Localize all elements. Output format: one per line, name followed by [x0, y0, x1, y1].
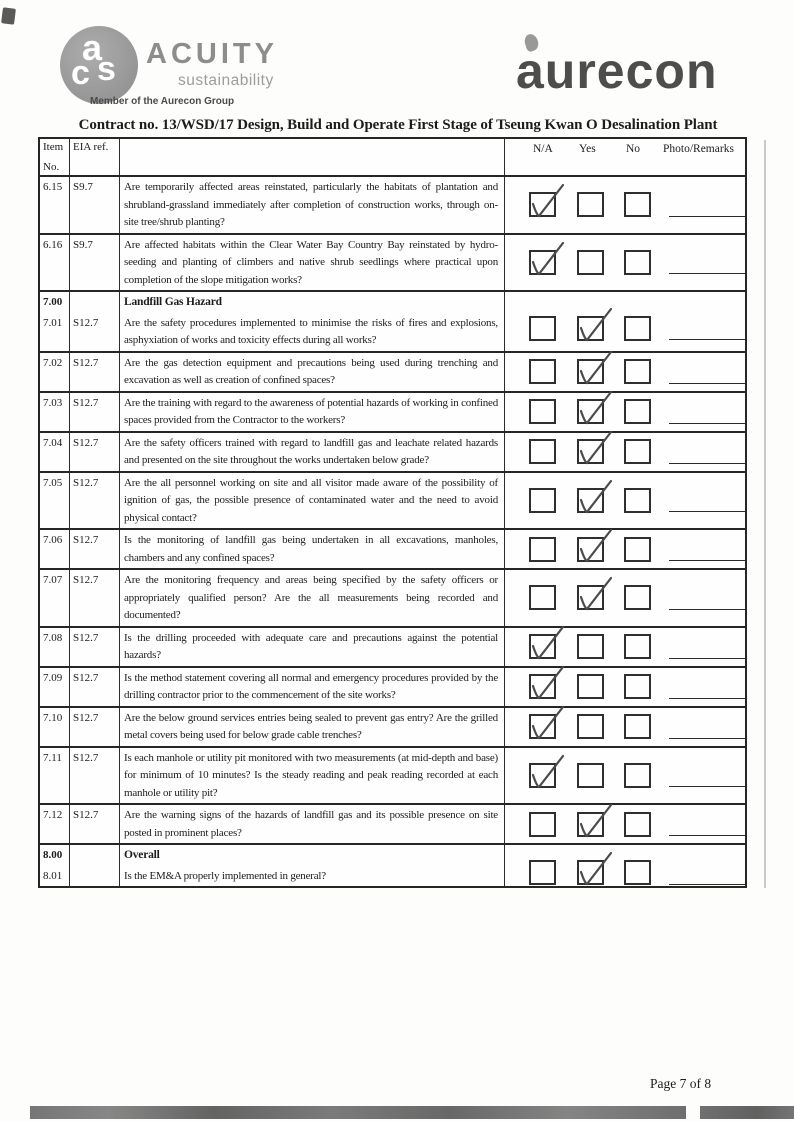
row-entry: [40, 292, 509, 313]
acuity-monogram-icon: [60, 26, 138, 104]
row-entry: [40, 473, 509, 529]
section-heading: Landfill Gas Hazard: [120, 292, 505, 313]
column-header-item-no: [40, 139, 70, 175]
eia-ref: S9.7: [70, 235, 120, 291]
item-no: 7.09: [40, 668, 70, 706]
item-no: 7.11: [40, 748, 70, 804]
question-text: Is the EM&A properly implemented in general?: [120, 866, 505, 887]
scan-artifact-bar-right: [700, 1106, 794, 1119]
remarks-line: [669, 884, 745, 885]
checkbox-yes: [577, 250, 604, 275]
checkbox-no: [624, 399, 651, 424]
table-row: [40, 568, 745, 626]
remarks-line: [669, 560, 745, 561]
aurecon-wordmark: aurecon: [516, 43, 718, 99]
row-left-columns: [40, 708, 509, 746]
column-header-question: [120, 139, 505, 175]
eia-ref: S12.7: [70, 313, 120, 351]
checkbox-no: [624, 634, 651, 659]
question-text: Are the safety officers trained with regard to landfill gas and leachate related hazards and presented on the site throughout the works undertaken below grade?: [120, 433, 505, 471]
item-no: 7.03: [40, 393, 70, 431]
eia-ref: S12.7: [70, 393, 120, 431]
scan-artifact-bar: [30, 1106, 686, 1119]
table-row: [40, 706, 745, 746]
question-text: Are temporarily affected areas reinstated, particularly the habitats of plantation and shrubland-grassland immediately after completion of construction works, through on-site tree/shrub planting?: [120, 177, 505, 233]
row-left-columns: [40, 177, 509, 233]
checkbox-na: [529, 860, 556, 885]
checkbox-no: [624, 439, 651, 464]
row-entry: [40, 530, 509, 568]
row-entry: [40, 235, 509, 291]
checkbox-no: [624, 812, 651, 837]
table-row: [40, 803, 745, 843]
row-entry: [40, 866, 509, 887]
checkbox-yes: [577, 812, 604, 837]
scan-page-edge-line: [764, 140, 766, 888]
remarks-line: [669, 216, 745, 217]
acuity-tagline: sustainability: [178, 72, 274, 89]
answer-cell: [509, 570, 745, 626]
question-text: Are affected habitats within the Clear Water Bay Country Bay reinstated by hydro-seeding and planting of climbers and native shrub seedlings where practical upon completion of the slope mitigation works?: [120, 235, 505, 291]
row-left-columns: [40, 570, 509, 626]
answer-cell: [509, 177, 745, 233]
remarks-line: [669, 273, 745, 274]
row-left-columns: [40, 473, 509, 529]
checkmark-icon: [527, 238, 569, 282]
eia-ref: S12.7: [70, 748, 120, 804]
row-left-columns: [40, 292, 509, 351]
scan-artifact-corner: [1, 7, 16, 24]
row-left-columns: [40, 805, 509, 843]
row-entry: [40, 313, 509, 351]
answer-cell: [509, 235, 745, 291]
checkbox-na: [529, 714, 556, 739]
checkmark-icon: [527, 180, 569, 224]
question-text: Are the below ground services entries being sealed to prevent gas entry? Are the grilled metal covers being used for below grade cable trenches?: [120, 708, 505, 746]
row-entry: [40, 570, 509, 626]
eia-ref: S12.7: [70, 805, 120, 843]
checkbox-na: [529, 439, 556, 464]
remarks-line: [669, 609, 745, 610]
checkbox-yes: [577, 316, 604, 341]
monogram-letter-c: c: [71, 54, 90, 92]
row-left-columns: [40, 845, 509, 886]
answer-cell: [509, 393, 745, 431]
checkmark-icon: [527, 662, 569, 706]
row-entry: [40, 805, 509, 843]
question-text: Are the monitoring frequency and areas being specified by the safety officers or appropriately qualified person? Are the all measurements being recorded and documented?: [120, 570, 505, 626]
checkbox-yes: [577, 359, 604, 384]
eia-ref: S12.7: [70, 433, 120, 471]
checkmark-icon: [575, 347, 617, 391]
answer-cell: [509, 748, 745, 804]
table-row: [40, 351, 745, 391]
row-entry: [40, 628, 509, 666]
remarks-line: [669, 463, 745, 464]
item-no: 6.16: [40, 235, 70, 291]
checkbox-na: [529, 316, 556, 341]
acuity-logo: [58, 24, 318, 109]
checkbox-yes: [577, 192, 604, 217]
table-row: [40, 843, 745, 886]
checkmark-icon: [575, 525, 617, 569]
checkbox-yes: [577, 763, 604, 788]
eia-ref: S12.7: [70, 570, 120, 626]
eia-ref: S12.7: [70, 708, 120, 746]
item-no: 7.05: [40, 473, 70, 529]
question-text: Is the drilling proceeded with adequate care and precautions against the potential hazards?: [120, 628, 505, 666]
checkbox-na: [529, 585, 556, 610]
aurecon-logo: [516, 34, 766, 104]
item-header-line1: Item: [43, 141, 64, 153]
answer-cell: [509, 805, 745, 843]
checkmark-icon: [527, 622, 569, 666]
eia-ref: S12.7: [70, 668, 120, 706]
checkbox-no: [624, 714, 651, 739]
table-row: [40, 233, 745, 291]
eia-ref: S9.7: [70, 177, 120, 233]
row-entry: [40, 353, 509, 391]
row-left-columns: [40, 235, 509, 291]
item-no: 7.12: [40, 805, 70, 843]
answer-cell: [509, 668, 745, 706]
eia-ref: [70, 866, 120, 887]
remarks-line: [669, 698, 745, 699]
answer-cell: [509, 292, 745, 351]
checkmark-icon: [527, 702, 569, 746]
table-row: [40, 528, 745, 568]
table-row: [40, 746, 745, 804]
checkbox-no: [624, 585, 651, 610]
checkmark-icon: [527, 751, 569, 795]
checkbox-no: [624, 674, 651, 699]
item-no: 8.00: [40, 845, 70, 866]
checkbox-no: [624, 192, 651, 217]
row-left-columns: [40, 433, 509, 471]
checkbox-na: [529, 192, 556, 217]
row-left-columns: [40, 628, 509, 666]
table-row: [40, 666, 745, 706]
checkbox-yes: [577, 488, 604, 513]
item-no: 7.08: [40, 628, 70, 666]
column-header-answers: [505, 139, 745, 175]
item-no: 7.02: [40, 353, 70, 391]
answer-cell: [509, 845, 745, 886]
column-header-remarks: Photo/Remarks: [663, 143, 734, 155]
checkbox-na: [529, 488, 556, 513]
row-left-columns: [40, 530, 509, 568]
checkbox-yes: [577, 674, 604, 699]
column-header-yes: Yes: [579, 143, 596, 155]
checkbox-yes: [577, 585, 604, 610]
eia-ref: S12.7: [70, 628, 120, 666]
remarks-line: [669, 786, 745, 787]
checkbox-no: [624, 488, 651, 513]
row-entry: [40, 177, 509, 233]
table-row: [40, 391, 745, 431]
question-text: Is each manhole or utility pit monitored with two measurements (at mid-depth and base) for minimum of 10 minutes? Is the steady reading and peak reading recorded at each manhole or utility pit?: [120, 748, 505, 804]
row-left-columns: [40, 668, 509, 706]
checkmark-icon: [575, 800, 617, 844]
item-no: 7.01: [40, 313, 70, 351]
checkbox-na: [529, 399, 556, 424]
row-entry: [40, 748, 509, 804]
row-entry: [40, 668, 509, 706]
remarks-line: [669, 423, 745, 424]
acuity-member-line: Member of the Aurecon Group: [90, 96, 235, 107]
eia-ref: [70, 292, 120, 313]
table-row: [40, 471, 745, 529]
eia-ref: [70, 845, 120, 866]
item-no: 8.01: [40, 866, 70, 887]
checkbox-na: [529, 812, 556, 837]
item-no: 6.15: [40, 177, 70, 233]
checkmark-icon: [575, 573, 617, 617]
checkbox-na: [529, 537, 556, 562]
checkbox-yes: [577, 537, 604, 562]
audit-checklist-table: [38, 137, 747, 888]
table-row: [40, 290, 745, 351]
checkmark-icon: [575, 476, 617, 520]
remarks-line: [669, 738, 745, 739]
remarks-line: [669, 339, 745, 340]
row-entry: [40, 708, 509, 746]
checkbox-na: [529, 634, 556, 659]
row-left-columns: [40, 353, 509, 391]
monogram-letter-s: s: [97, 50, 116, 88]
checkbox-no: [624, 359, 651, 384]
question-text: Are the gas detection equipment and precautions being used during trenching and excavation as well as creation of confined spaces?: [120, 353, 505, 391]
eia-ref: S12.7: [70, 473, 120, 529]
column-header-no: No: [626, 143, 641, 155]
eia-ref: S12.7: [70, 530, 120, 568]
answer-cell: [509, 628, 745, 666]
column-header-eia-ref: EIA ref.: [70, 139, 120, 175]
acuity-wordmark: ACUITY: [146, 38, 278, 70]
item-no: 7.07: [40, 570, 70, 626]
question-text: Are the safety procedures implemented to minimise the risks of fires and explosions, asphyxiation of works and toxicity effects during all works?: [120, 313, 505, 351]
column-header-na: N/A: [533, 143, 553, 155]
page-number: Page 7 of 8: [650, 1076, 712, 1091]
row-entry: [40, 845, 509, 866]
answer-cell: [509, 433, 745, 471]
checkbox-na: [529, 359, 556, 384]
checkbox-no: [624, 763, 651, 788]
answer-cell: [509, 473, 745, 529]
checkbox-yes: [577, 714, 604, 739]
answer-cell: [509, 353, 745, 391]
checkbox-yes: [577, 439, 604, 464]
checkbox-yes: [577, 860, 604, 885]
item-no: 7.00: [40, 292, 70, 313]
item-no: 7.06: [40, 530, 70, 568]
section-heading: Overall: [120, 845, 505, 866]
row-left-columns: [40, 393, 509, 431]
checkbox-yes: [577, 399, 604, 424]
remarks-line: [669, 658, 745, 659]
answer-cell: [509, 530, 745, 568]
remarks-line: [669, 383, 745, 384]
checkbox-no: [624, 250, 651, 275]
remarks-line: [669, 511, 745, 512]
table-row: [40, 626, 745, 666]
monogram-letter-a: a: [82, 27, 103, 68]
document-title: Contract no. 13/WSD/17 Design, Build and Operate First Stage of Tseung Kwan O Desalination Plant: [78, 117, 718, 133]
checkbox-no: [624, 537, 651, 562]
eia-ref: S12.7: [70, 353, 120, 391]
row-left-columns: [40, 748, 509, 804]
question-text: Are the training with regard to the awareness of potential hazards of working in confined spaces provided from the Contractor to the workers?: [120, 393, 505, 431]
checkbox-na: [529, 250, 556, 275]
checkmark-icon: [575, 304, 617, 348]
remarks-line: [669, 835, 745, 836]
row-entry: [40, 393, 509, 431]
checkbox-na: [529, 763, 556, 788]
checkbox-yes: [577, 634, 604, 659]
checkmark-icon: [575, 848, 617, 892]
table-header-row: [40, 139, 745, 175]
checkmark-icon: [575, 427, 617, 471]
row-entry: [40, 433, 509, 471]
question-text: Is the method statement covering all normal and emergency procedures provided by the drilling contractor prior to the commencement of the site works?: [120, 668, 505, 706]
question-text: Are the warning signs of the hazards of landfill gas and its possible presence on site posted in prominent places?: [120, 805, 505, 843]
checkbox-no: [624, 316, 651, 341]
checkbox-na: [529, 674, 556, 699]
answer-cell: [509, 708, 745, 746]
item-header-line2: No.: [43, 161, 60, 173]
checkbox-no: [624, 860, 651, 885]
table-body: [40, 175, 745, 886]
item-no: 7.04: [40, 433, 70, 471]
question-text: Is the monitoring of landfill gas being undertaken in all excavations, manholes, chambers and any confined spaces?: [120, 530, 505, 568]
item-no: 7.10: [40, 708, 70, 746]
checkmark-icon: [575, 387, 617, 431]
table-row: [40, 431, 745, 471]
table-row: [40, 175, 745, 233]
question-text: Are the all personnel working on site and all visitor made aware of the possibility of ignition of gas, the possible presence of contaminated water and the need to avoid physical contact?: [120, 473, 505, 529]
